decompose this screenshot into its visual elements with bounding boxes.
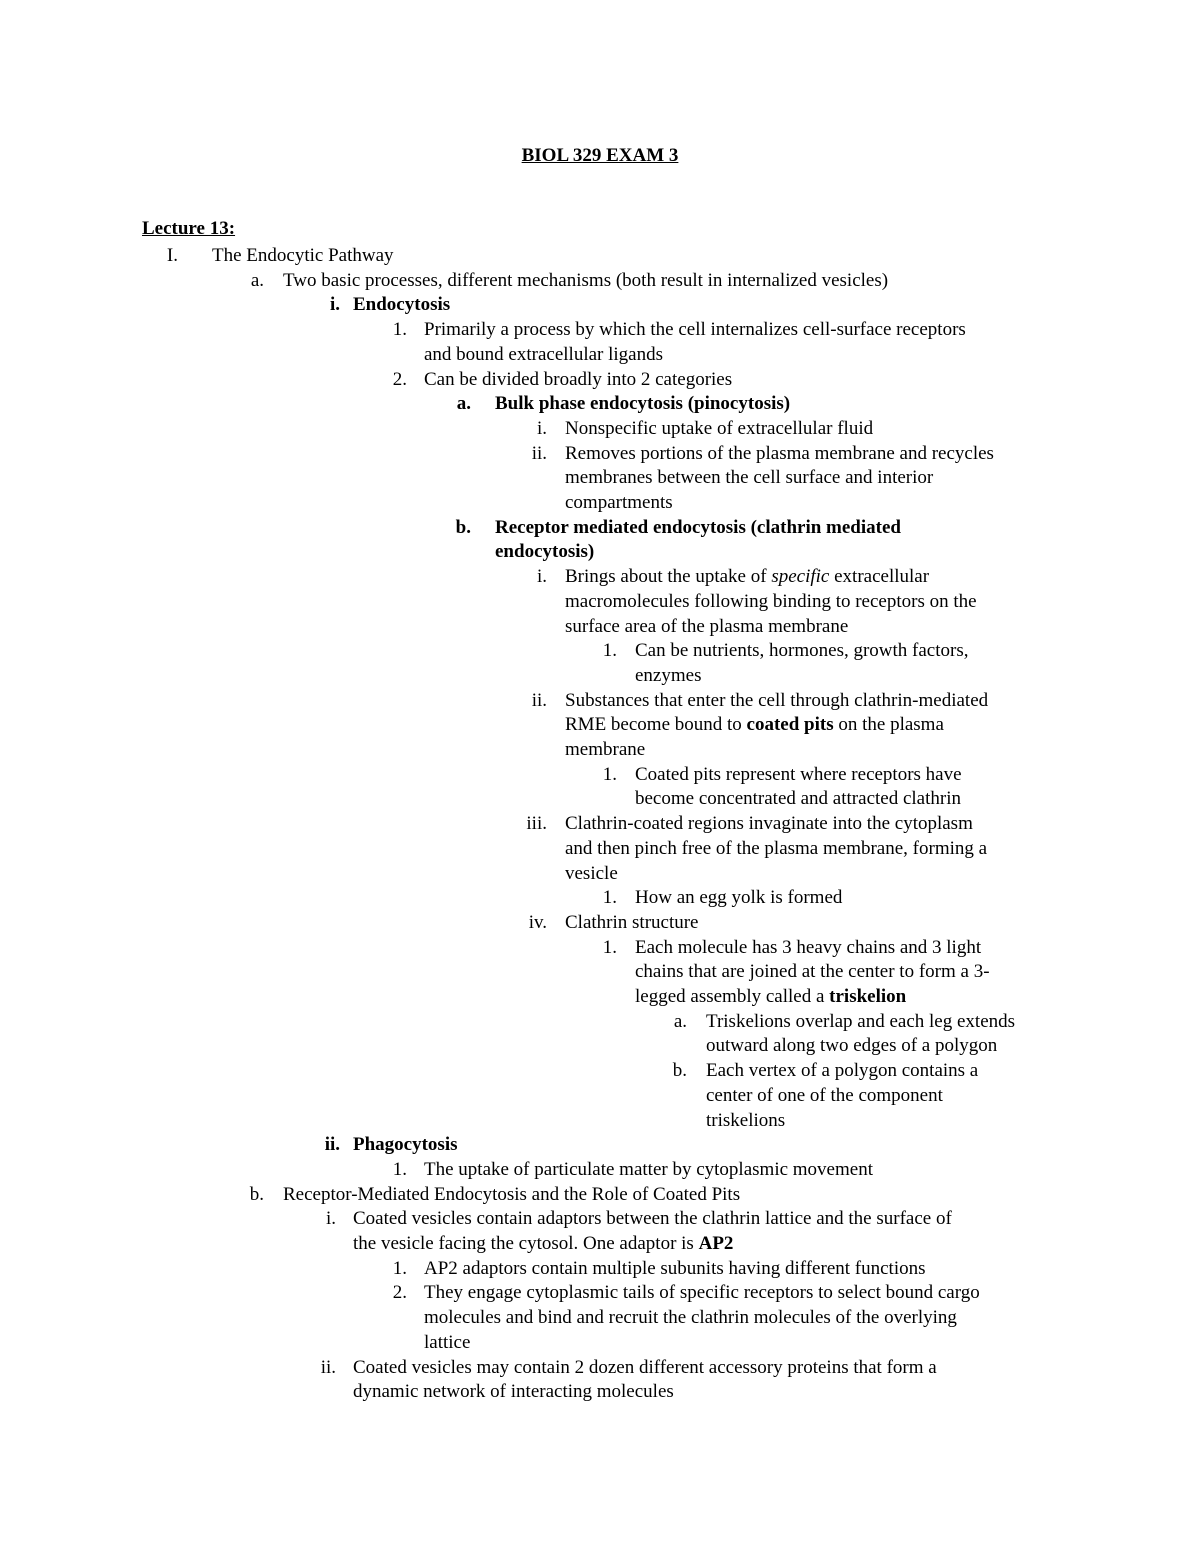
list-item-line	[565, 565, 929, 590]
list-marker: I.	[166, 245, 178, 266]
list-marker: i.	[536, 417, 547, 439]
list-item-line: Coated vesicles may contain 2 dozen different accessory proteins that form a	[353, 1356, 937, 1378]
list-item-line: Can be nutrients, hormones, growth factors,	[635, 640, 969, 662]
text-run: triskelion	[829, 986, 907, 1007]
list-item-line: and bound extracellular ligands	[424, 343, 664, 365]
list-marker: ii.	[531, 442, 547, 464]
list-item-line: endocytosis)	[495, 541, 595, 563]
text-run: RME become bound to	[565, 714, 747, 736]
list-marker: ii.	[320, 1356, 336, 1378]
list-item-line: Triskelions overlap and each leg extends	[706, 1010, 1016, 1032]
list-item-line: lattice	[424, 1331, 471, 1353]
list-item-line: triskelions	[706, 1109, 786, 1131]
lecture-heading: Lecture 13:	[142, 218, 236, 239]
list-item-line: become concentrated and attracted clathrin	[635, 788, 961, 810]
list-marker: 1.	[392, 319, 407, 341]
list-item-line: The uptake of particulate matter by cytoplasmic movement	[424, 1158, 873, 1180]
list-item-line	[353, 1232, 733, 1257]
list-item-line	[635, 985, 906, 1010]
list-item-line: Receptor-Mediated Endocytosis and the Role of Coated Pits	[283, 1183, 741, 1205]
list-item-line: Phagocytosis	[353, 1134, 458, 1156]
text-run: specific	[771, 566, 830, 588]
list-marker: i.	[329, 294, 340, 316]
list-item-line	[565, 713, 944, 738]
list-item-line: dynamic network of interacting molecules	[353, 1381, 674, 1403]
list-item-line: Bulk phase endocytosis (pinocytosis)	[495, 393, 791, 415]
list-marker: b.	[672, 1060, 687, 1082]
list-item-line: Coated vesicles contain adaptors between the clathrin lattice and the surface of	[353, 1208, 952, 1230]
list-item-line: Clathrin structure	[565, 911, 699, 933]
list-item-line: The Endocytic Pathway	[212, 245, 394, 266]
list-item-line: molecules and bind and recruit the clathrin molecules of the overlying	[424, 1307, 957, 1329]
list-marker: ii.	[531, 689, 547, 711]
text-run: on the plasma	[833, 714, 944, 736]
list-marker: ii.	[324, 1134, 340, 1156]
list-item-line: surface area of the plasma membrane	[565, 615, 849, 637]
list-marker: 1.	[392, 1158, 407, 1180]
list-marker: 2.	[392, 368, 407, 390]
list-item-line: vesicle	[565, 862, 618, 884]
list-marker: 2.	[392, 1282, 407, 1304]
list-item-line: Two basic processes, different mechanisms (both result in internalized vesicles)	[283, 269, 889, 291]
list-marker: iv.	[528, 911, 547, 933]
list-marker: 1.	[392, 1257, 407, 1279]
list-marker: a.	[673, 1010, 687, 1032]
list-item-line: outward along two edges of a polygon	[706, 1035, 998, 1057]
list-marker: i.	[325, 1208, 336, 1230]
text-run: legged assembly called a	[635, 986, 830, 1007]
text-run: AP2	[698, 1233, 734, 1254]
list-marker: a.	[456, 393, 471, 415]
list-item-line: Receptor mediated endocytosis (clathrin mediated	[495, 516, 901, 538]
list-marker: 1.	[602, 887, 617, 909]
list-marker: i.	[536, 566, 547, 588]
list-item-line: chains that are joined at the center to form a 3-	[635, 961, 990, 983]
list-item-line: and then pinch free of the plasma membrane, forming a	[565, 837, 988, 859]
list-marker: 1.	[602, 763, 617, 785]
list-item-line: center of one of the component	[706, 1084, 943, 1106]
list-item-line: membranes between the cell surface and interior	[565, 467, 934, 489]
list-marker: b.	[455, 516, 471, 538]
document-title: BIOL 329 EXAM 3	[521, 145, 679, 166]
list-item-line: Nonspecific uptake of extracellular fluid	[565, 417, 874, 439]
list-item-line: compartments	[565, 492, 673, 513]
text-run: extracellular	[829, 566, 930, 588]
list-marker: iii.	[526, 813, 547, 835]
list-item-line: Clathrin-coated regions invaginate into the cytoplasm	[565, 813, 973, 835]
list-item-line: enzymes	[635, 664, 702, 686]
list-item-line: Removes portions of the plasma membrane and recycles	[565, 442, 994, 464]
list-item-line: membrane	[565, 739, 646, 760]
list-item-line: They engage cytoplasmic tails of specific receptors to select bound cargo	[424, 1282, 980, 1304]
text-run: coated pits	[746, 714, 834, 736]
text-run: the vesicle facing the cytosol. One adaptor is	[353, 1233, 699, 1254]
list-marker: 1.	[602, 640, 617, 662]
list-item-line: macromolecules following binding to receptors on the	[565, 590, 977, 612]
list-item-line: Each molecule has 3 heavy chains and 3 light	[635, 936, 982, 958]
text-run: Brings about the uptake of	[565, 566, 772, 588]
list-marker: 1.	[602, 936, 617, 958]
list-item-line: Can be divided broadly into 2 categories	[424, 368, 733, 390]
list-item-line: Coated pits represent where receptors have	[635, 763, 962, 785]
list-item-line: AP2 adaptors contain multiple subunits having different functions	[424, 1257, 926, 1279]
list-item-line: How an egg yolk is formed	[635, 887, 843, 909]
list-item-line: Each vertex of a polygon contains a	[706, 1060, 979, 1082]
list-item-line: Primarily a process by which the cell internalizes cell-surface receptors	[424, 319, 966, 341]
list-marker: a.	[250, 269, 264, 291]
list-item-line: Substances that enter the cell through clathrin-mediated	[565, 689, 989, 711]
list-marker: b.	[249, 1183, 264, 1205]
list-item-line: Endocytosis	[353, 294, 451, 316]
